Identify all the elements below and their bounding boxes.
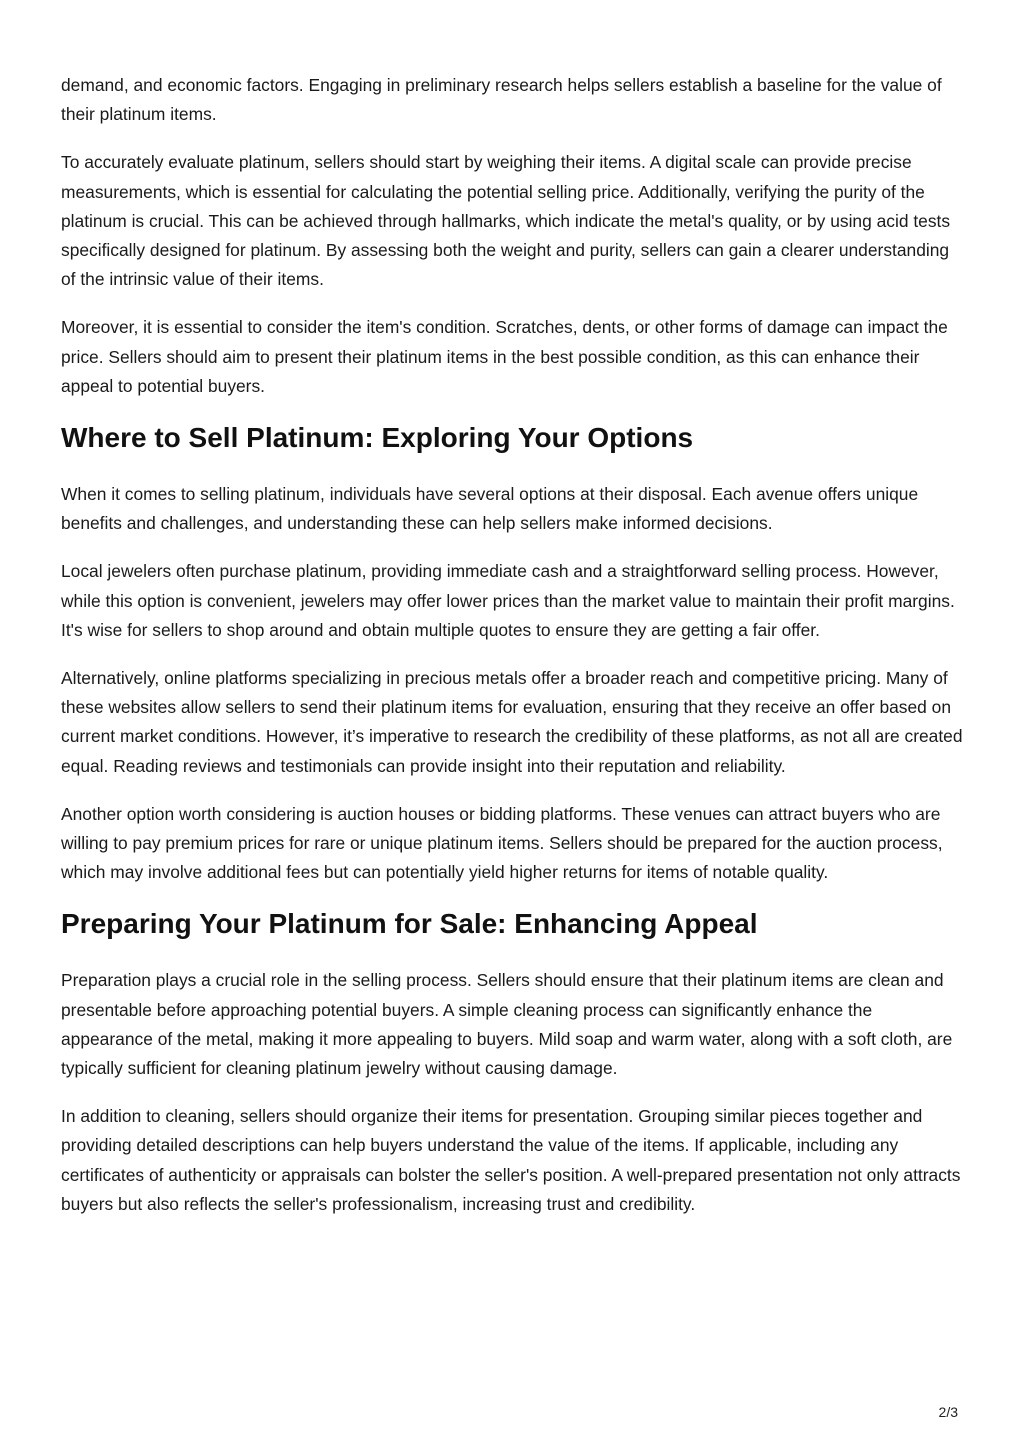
where-paragraph-2: Local jewelers often purchase platinum, providing immediate cash and a straightforward selling process. However, while this option is convenient, jewelers may offer lower prices than the market value to maintain their profit margins. It's wise for sellers to shop around and obtain multiple quotes to ensure they are getting a fair offer. bbox=[61, 561, 955, 640]
document-page bbox=[61, 71, 966, 1238]
preparing-paragraph-1: Preparation plays a crucial role in the selling process. Sellers should ensure that their platinum items are clean and presentable before approaching potential buyers. A simple cleaning process can significantly enhance the appearance of the metal, making it more appealing to buyers. Mild soap and warm water, along with a soft cloth, are typically sufficient for cleaning platinum jewelry without causing damage. bbox=[61, 970, 953, 1079]
preparing-paragraph-2: In addition to cleaning, sellers should organize their items for presentation. Grouping similar pieces together and providing detailed descriptions can help buyers understand the value of the items. If applicable, including any certificates of authenticity or appraisals can bolster the seller's position. A well-prepared presentation not only attracts buyers but also reflects the seller's professionalism, increasing trust and credibility. bbox=[61, 1106, 961, 1214]
intro-paragraph-2: To accurately evaluate platinum, sellers should start by weighing their items. A digital scale can provide precise measurements, which is essential for calculating the potential selling price. Additionally, verifying the purity of the platinum is crucial. This can be achieved through hallmarks, which indicate the metal's quality, or by using acid tests specifically designed for platinum. By assessing both the weight and purity, sellers can gain a clearer understanding of the intrinsic value of their items. bbox=[61, 152, 951, 290]
where-paragraph-3: Alternatively, online platforms specializing in precious metals offer a broader reach and competitive pricing. Many of these websites allow sellers to send their platinum items for evaluation, ensuring that they receive an offer based on current market conditions. However, it’s imperative to research the credibility of these platforms, as not all are created equal. Reading reviews and testimonials can provide insight into their reputation and reliability. bbox=[61, 668, 963, 776]
heading-preparing-for-sale: Preparing Your Platinum for Sale: Enhancing Appeal bbox=[61, 908, 758, 940]
intro-paragraph-3: Moreover, it is essential to consider the item's condition. Scratches, dents, or other forms of damage can impact the price. Sellers should aim to present their platinum items in the best possible condition, as this can enhance their appeal to potential buyers. bbox=[61, 317, 948, 396]
where-paragraph-1: When it comes to selling platinum, individuals have several options at their disposal. Each avenue offers unique benefits and challenges, and understanding these can help sellers make informed decisions. bbox=[61, 484, 919, 534]
where-paragraph-4: Another option worth considering is auction houses or bidding platforms. These venues can attract buyers who are willing to pay premium prices for rare or unique platinum items. Sellers should be prepared for the auction process, which may involve additional fees but can potentially yield higher returns for items of notable quality. bbox=[61, 803, 943, 883]
intro-paragraph-1: demand, and economic factors. Engaging in preliminary research helps sellers establish a baseline for the value of their platinum items. bbox=[61, 75, 942, 125]
page-number: 2/3 bbox=[938, 1404, 958, 1420]
heading-where-to-sell: Where to Sell Platinum: Exploring Your Options bbox=[61, 422, 694, 454]
